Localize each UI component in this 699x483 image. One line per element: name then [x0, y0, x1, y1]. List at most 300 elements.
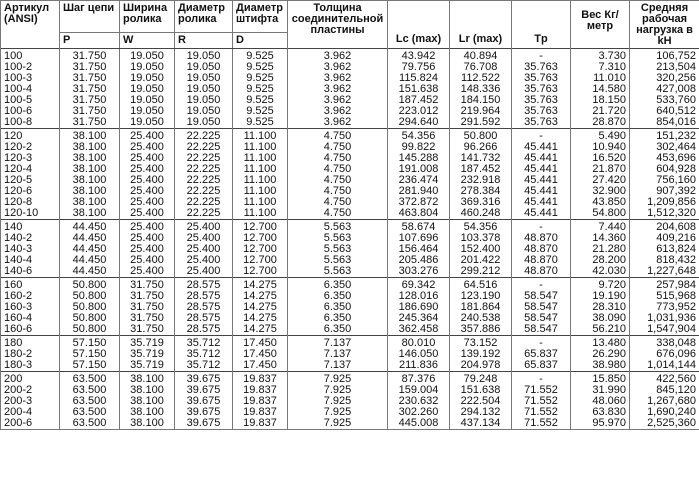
- cell-pin-diameter: 11.100: [233, 186, 288, 197]
- cell-article: 160-4: [1, 313, 60, 324]
- cell-roller-width: 25.400: [120, 220, 175, 234]
- cell-plate-thickness: 6.350: [288, 302, 388, 313]
- cell-load: 604,928: [630, 164, 699, 175]
- cell-lc: 99.822: [388, 142, 450, 153]
- cell-plate-thickness: 4.750: [288, 175, 388, 186]
- cell-lc: 146.050: [388, 349, 450, 360]
- table-row: [1, 84, 699, 95]
- cell-load: 106,752: [630, 49, 699, 63]
- table-row: [1, 349, 699, 360]
- cell-lr: 187.452: [450, 164, 512, 175]
- cell-weight: 19.190: [571, 291, 630, 302]
- cell-load: 320,256: [630, 73, 699, 84]
- table-row: [1, 372, 699, 386]
- table-header: [1, 1, 699, 49]
- cell-lr: 437.134: [450, 418, 512, 430]
- table-row: [1, 164, 699, 175]
- cell-weight: 27.420: [571, 175, 630, 186]
- cell-lr: 64.516: [450, 278, 512, 292]
- cell-roller-diameter: 25.400: [175, 220, 233, 234]
- header-symbol-p: P: [60, 33, 120, 49]
- cell-pin-diameter: 14.275: [233, 302, 288, 313]
- cell-pitch: 63.500: [60, 418, 120, 430]
- cell-roller-width: 38.100: [120, 385, 175, 396]
- cell-load: 338,048: [630, 336, 699, 350]
- cell-pitch: 63.500: [60, 396, 120, 407]
- cell-weight: 54.800: [571, 208, 630, 220]
- cell-article: 100-6: [1, 106, 60, 117]
- cell-lc: 463.804: [388, 208, 450, 220]
- cell-lr: 219.964: [450, 106, 512, 117]
- table-row: [1, 244, 699, 255]
- cell-pitch: 38.100: [60, 129, 120, 143]
- cell-lc: 80.010: [388, 336, 450, 350]
- cell-lr: 181.864: [450, 302, 512, 313]
- table-row: [1, 302, 699, 313]
- cell-load: 409,216: [630, 233, 699, 244]
- cell-article: 140-6: [1, 266, 60, 278]
- cell-lc: 191.008: [388, 164, 450, 175]
- table-row: [1, 313, 699, 324]
- cell-article: 140: [1, 220, 60, 234]
- cell-lc: 58.674: [388, 220, 450, 234]
- cell-lr: 103.378: [450, 233, 512, 244]
- cell-weight: 21.720: [571, 106, 630, 117]
- table-row: [1, 49, 699, 63]
- cell-plate-thickness: 7.137: [288, 349, 388, 360]
- cell-roller-diameter: 25.400: [175, 266, 233, 278]
- cell-lc: 294.640: [388, 117, 450, 129]
- cell-lr: 76.708: [450, 62, 512, 73]
- cell-plate-thickness: 4.750: [288, 186, 388, 197]
- cell-lc: 151.638: [388, 84, 450, 95]
- cell-roller-width: 35.719: [120, 349, 175, 360]
- cell-plate-thickness: 7.925: [288, 372, 388, 386]
- cell-weight: 16.520: [571, 153, 630, 164]
- cell-load: 427,008: [630, 84, 699, 95]
- cell-roller-width: 25.400: [120, 208, 175, 220]
- cell-tp: 48.870: [512, 233, 571, 244]
- cell-roller-diameter: 19.050: [175, 73, 233, 84]
- cell-load: 1,547,904: [630, 324, 699, 336]
- cell-load: 613,824: [630, 244, 699, 255]
- cell-tp: 58.547: [512, 302, 571, 313]
- cell-pin-diameter: 9.525: [233, 84, 288, 95]
- header-symbol-r: R: [175, 33, 233, 49]
- cell-tp: 45.441: [512, 197, 571, 208]
- cell-pitch: 38.100: [60, 142, 120, 153]
- row-group: [1, 129, 699, 220]
- cell-tp: 71.552: [512, 418, 571, 430]
- cell-lr: 152.400: [450, 244, 512, 255]
- cell-pitch: 44.450: [60, 255, 120, 266]
- cell-load: 151,232: [630, 129, 699, 143]
- cell-lc: 69.342: [388, 278, 450, 292]
- cell-load: 676,096: [630, 349, 699, 360]
- table-row: [1, 129, 699, 143]
- cell-article: 200-3: [1, 396, 60, 407]
- cell-weight: 15.850: [571, 372, 630, 386]
- cell-roller-diameter: 25.400: [175, 233, 233, 244]
- table-row: [1, 62, 699, 73]
- row-group: [1, 278, 699, 336]
- cell-article: 140-4: [1, 255, 60, 266]
- cell-article: 100-4: [1, 84, 60, 95]
- cell-plate-thickness: 6.350: [288, 291, 388, 302]
- cell-plate-thickness: 6.350: [288, 313, 388, 324]
- cell-pin-diameter: 14.275: [233, 313, 288, 324]
- cell-lr: 73.152: [450, 336, 512, 350]
- cell-roller-width: 25.400: [120, 255, 175, 266]
- cell-roller-diameter: 28.575: [175, 313, 233, 324]
- cell-pin-diameter: 9.525: [233, 62, 288, 73]
- header-lr: Lr (max): [450, 1, 512, 49]
- cell-pin-diameter: 9.525: [233, 95, 288, 106]
- cell-pitch: 38.100: [60, 208, 120, 220]
- table-row: [1, 175, 699, 186]
- cell-pin-diameter: 14.275: [233, 278, 288, 292]
- cell-plate-thickness: 7.925: [288, 418, 388, 430]
- row-group: [1, 220, 699, 278]
- cell-pitch: 38.100: [60, 164, 120, 175]
- table-row: [1, 291, 699, 302]
- cell-load: 1,014,144: [630, 360, 699, 372]
- cell-pitch: 50.800: [60, 278, 120, 292]
- cell-roller-diameter: 35.712: [175, 360, 233, 372]
- cell-tp: 35.763: [512, 95, 571, 106]
- cell-lc: 87.376: [388, 372, 450, 386]
- cell-load: 907,392: [630, 186, 699, 197]
- cell-article: 120-8: [1, 197, 60, 208]
- cell-tp: 48.870: [512, 244, 571, 255]
- cell-article: 120-6: [1, 186, 60, 197]
- cell-lc: 128.016: [388, 291, 450, 302]
- cell-pitch: 31.750: [60, 95, 120, 106]
- cell-lr: 204.978: [450, 360, 512, 372]
- cell-roller-width: 25.400: [120, 186, 175, 197]
- cell-pitch: 57.150: [60, 336, 120, 350]
- cell-plate-thickness: 4.750: [288, 153, 388, 164]
- cell-load: 1,512,320: [630, 208, 699, 220]
- cell-roller-diameter: 19.050: [175, 117, 233, 129]
- cell-plate-thickness: 3.962: [288, 73, 388, 84]
- cell-load: 2,525,360: [630, 418, 699, 430]
- table-row: [1, 396, 699, 407]
- cell-tp: 45.441: [512, 208, 571, 220]
- cell-pin-diameter: 17.450: [233, 336, 288, 350]
- cell-plate-thickness: 5.563: [288, 233, 388, 244]
- cell-weight: 18.150: [571, 95, 630, 106]
- cell-weight: 9.720: [571, 278, 630, 292]
- cell-roller-width: 25.400: [120, 129, 175, 143]
- cell-weight: 31.990: [571, 385, 630, 396]
- cell-pitch: 44.450: [60, 233, 120, 244]
- cell-load: 1,690,240: [630, 407, 699, 418]
- cell-roller-diameter: 39.675: [175, 385, 233, 396]
- cell-tp: -: [512, 372, 571, 386]
- cell-lr: 96.266: [450, 142, 512, 153]
- cell-roller-diameter: 35.712: [175, 336, 233, 350]
- row-group: [1, 49, 699, 129]
- cell-roller-diameter: 19.050: [175, 106, 233, 117]
- cell-plate-thickness: 5.563: [288, 266, 388, 278]
- cell-pin-diameter: 9.525: [233, 49, 288, 63]
- cell-roller-diameter: 19.050: [175, 49, 233, 63]
- cell-plate-thickness: 7.925: [288, 385, 388, 396]
- cell-tp: 45.441: [512, 153, 571, 164]
- cell-plate-thickness: 4.750: [288, 208, 388, 220]
- cell-pin-diameter: 17.450: [233, 349, 288, 360]
- cell-tp: 58.547: [512, 313, 571, 324]
- cell-tp: 71.552: [512, 407, 571, 418]
- cell-pitch: 50.800: [60, 313, 120, 324]
- cell-lr: 240.538: [450, 313, 512, 324]
- cell-tp: 45.441: [512, 186, 571, 197]
- cell-roller-width: 19.050: [120, 117, 175, 129]
- cell-load: 1,209,856: [630, 197, 699, 208]
- cell-tp: 65.837: [512, 360, 571, 372]
- cell-lc: 159.004: [388, 385, 450, 396]
- cell-weight: 7.440: [571, 220, 630, 234]
- cell-roller-width: 19.050: [120, 106, 175, 117]
- cell-pitch: 38.100: [60, 175, 120, 186]
- cell-lc: 372.872: [388, 197, 450, 208]
- table-row: [1, 336, 699, 350]
- header-pitch: Шаг цепи: [60, 1, 120, 33]
- cell-roller-width: 31.750: [120, 302, 175, 313]
- cell-article: 200-2: [1, 385, 60, 396]
- cell-roller-diameter: 22.225: [175, 142, 233, 153]
- cell-lr: 294.132: [450, 407, 512, 418]
- cell-roller-diameter: 25.400: [175, 255, 233, 266]
- row-group: [1, 372, 699, 430]
- cell-article: 180-2: [1, 349, 60, 360]
- cell-lc: 187.452: [388, 95, 450, 106]
- cell-article: 120-5: [1, 175, 60, 186]
- cell-pin-diameter: 9.525: [233, 106, 288, 117]
- cell-plate-thickness: 4.750: [288, 129, 388, 143]
- cell-lc: 107.696: [388, 233, 450, 244]
- header-row-titles: [1, 1, 699, 33]
- cell-pin-diameter: 19.837: [233, 385, 288, 396]
- cell-tp: 58.547: [512, 324, 571, 336]
- cell-plate-thickness: 6.350: [288, 278, 388, 292]
- cell-pin-diameter: 9.525: [233, 117, 288, 129]
- cell-plate-thickness: 3.962: [288, 49, 388, 63]
- cell-tp: 48.870: [512, 266, 571, 278]
- cell-pin-diameter: 11.100: [233, 142, 288, 153]
- cell-roller-diameter: 19.050: [175, 95, 233, 106]
- cell-pin-diameter: 12.700: [233, 266, 288, 278]
- cell-roller-width: 25.400: [120, 244, 175, 255]
- cell-weight: 14.360: [571, 233, 630, 244]
- header-load: Средняя рабочая нагрузка в kH: [630, 1, 699, 49]
- cell-load: 213,504: [630, 62, 699, 73]
- header-lc: Lc (max): [388, 1, 450, 49]
- cell-load: 453,696: [630, 153, 699, 164]
- cell-load: 204,608: [630, 220, 699, 234]
- cell-roller-width: 38.100: [120, 407, 175, 418]
- cell-pin-diameter: 19.837: [233, 418, 288, 430]
- cell-weight: 5.490: [571, 129, 630, 143]
- cell-weight: 43.850: [571, 197, 630, 208]
- cell-lr: 79.248: [450, 372, 512, 386]
- cell-weight: 32.900: [571, 186, 630, 197]
- cell-roller-width: 38.100: [120, 372, 175, 386]
- cell-pin-diameter: 19.837: [233, 407, 288, 418]
- cell-pitch: 38.100: [60, 186, 120, 197]
- cell-weight: 21.280: [571, 244, 630, 255]
- table-row: [1, 153, 699, 164]
- cell-roller-width: 25.400: [120, 142, 175, 153]
- cell-lr: 139.192: [450, 349, 512, 360]
- cell-plate-thickness: 7.137: [288, 336, 388, 350]
- cell-lc: 211.836: [388, 360, 450, 372]
- table-row: [1, 220, 699, 234]
- header-tp: Tp: [512, 1, 571, 49]
- cell-roller-width: 25.400: [120, 164, 175, 175]
- cell-lc: 245.364: [388, 313, 450, 324]
- table-row: [1, 385, 699, 396]
- cell-lc: 156.464: [388, 244, 450, 255]
- cell-plate-thickness: 3.962: [288, 62, 388, 73]
- cell-pitch: 63.500: [60, 407, 120, 418]
- cell-weight: 48.060: [571, 396, 630, 407]
- cell-tp: 35.763: [512, 62, 571, 73]
- cell-roller-diameter: 39.675: [175, 407, 233, 418]
- cell-pitch: 31.750: [60, 117, 120, 129]
- cell-pin-diameter: 12.700: [233, 233, 288, 244]
- table-row: [1, 197, 699, 208]
- cell-lc: 43.942: [388, 49, 450, 63]
- cell-tp: 35.763: [512, 106, 571, 117]
- cell-pin-diameter: 17.450: [233, 360, 288, 372]
- table-row: [1, 266, 699, 278]
- cell-pin-diameter: 9.525: [233, 73, 288, 84]
- cell-roller-diameter: 22.225: [175, 164, 233, 175]
- cell-article: 200: [1, 372, 60, 386]
- cell-lc: 115.824: [388, 73, 450, 84]
- cell-article: 100-8: [1, 117, 60, 129]
- cell-roller-width: 25.400: [120, 153, 175, 164]
- table-row: [1, 360, 699, 372]
- cell-tp: 48.870: [512, 255, 571, 266]
- cell-roller-width: 35.719: [120, 336, 175, 350]
- cell-load: 845,120: [630, 385, 699, 396]
- cell-tp: 71.552: [512, 396, 571, 407]
- cell-tp: 45.441: [512, 142, 571, 153]
- cell-tp: 35.763: [512, 117, 571, 129]
- cell-plate-thickness: 4.750: [288, 142, 388, 153]
- cell-pitch: 50.800: [60, 291, 120, 302]
- cell-roller-width: 38.100: [120, 418, 175, 430]
- cell-pin-diameter: 12.700: [233, 220, 288, 234]
- cell-tp: 35.763: [512, 84, 571, 95]
- header-plate-thickness: Толщина соединительной пластины: [288, 1, 388, 49]
- cell-weight: 28.200: [571, 255, 630, 266]
- cell-weight: 21.870: [571, 164, 630, 175]
- cell-weight: 28.310: [571, 302, 630, 313]
- cell-plate-thickness: 7.925: [288, 407, 388, 418]
- cell-weight: 14.580: [571, 84, 630, 95]
- cell-lr: 357.886: [450, 324, 512, 336]
- cell-load: 1,227,648: [630, 266, 699, 278]
- cell-article: 160: [1, 278, 60, 292]
- cell-pin-diameter: 11.100: [233, 153, 288, 164]
- cell-plate-thickness: 5.563: [288, 220, 388, 234]
- table-row: [1, 407, 699, 418]
- header-weight: Вес Кг/метр: [571, 1, 630, 49]
- cell-roller-width: 25.400: [120, 233, 175, 244]
- table-row: [1, 106, 699, 117]
- cell-roller-diameter: 22.225: [175, 175, 233, 186]
- cell-roller-width: 31.750: [120, 313, 175, 324]
- table-row: [1, 186, 699, 197]
- table-row: [1, 142, 699, 153]
- cell-article: 160-6: [1, 324, 60, 336]
- table-row: [1, 208, 699, 220]
- table-row: [1, 418, 699, 430]
- cell-roller-diameter: 22.225: [175, 208, 233, 220]
- header-symbol-d: D: [233, 33, 288, 49]
- cell-lc: 302.260: [388, 407, 450, 418]
- cell-pin-diameter: 11.100: [233, 164, 288, 175]
- cell-tp: 45.441: [512, 164, 571, 175]
- cell-article: 140-3: [1, 244, 60, 255]
- cell-lc: 54.356: [388, 129, 450, 143]
- cell-tp: 35.763: [512, 73, 571, 84]
- cell-tp: -: [512, 278, 571, 292]
- cell-load: 773,952: [630, 302, 699, 313]
- cell-plate-thickness: 3.962: [288, 84, 388, 95]
- row-group: [1, 336, 699, 372]
- cell-lc: 281.940: [388, 186, 450, 197]
- cell-lc: 362.458: [388, 324, 450, 336]
- cell-weight: 26.290: [571, 349, 630, 360]
- cell-lc: 223.012: [388, 106, 450, 117]
- cell-lr: 54.356: [450, 220, 512, 234]
- cell-pitch: 57.150: [60, 349, 120, 360]
- cell-roller-diameter: 22.225: [175, 197, 233, 208]
- header-symbol-w: W: [120, 33, 175, 49]
- cell-roller-diameter: 19.050: [175, 84, 233, 95]
- cell-load: 422,560: [630, 372, 699, 386]
- cell-roller-width: 31.750: [120, 291, 175, 302]
- cell-roller-diameter: 22.225: [175, 153, 233, 164]
- cell-pin-diameter: 12.700: [233, 255, 288, 266]
- cell-roller-diameter: 28.575: [175, 278, 233, 292]
- cell-pitch: 63.500: [60, 385, 120, 396]
- cell-article: 120: [1, 129, 60, 143]
- cell-article: 200-4: [1, 407, 60, 418]
- cell-lr: 40.894: [450, 49, 512, 63]
- cell-roller-width: 31.750: [120, 278, 175, 292]
- cell-weight: 28.870: [571, 117, 630, 129]
- cell-roller-width: 38.100: [120, 396, 175, 407]
- cell-pin-diameter: 12.700: [233, 244, 288, 255]
- cell-weight: 3.730: [571, 49, 630, 63]
- cell-roller-width: 35.719: [120, 360, 175, 372]
- cell-plate-thickness: 4.750: [288, 197, 388, 208]
- cell-pitch: 31.750: [60, 62, 120, 73]
- cell-weight: 10.940: [571, 142, 630, 153]
- cell-pin-diameter: 19.837: [233, 396, 288, 407]
- cell-roller-diameter: 28.575: [175, 291, 233, 302]
- cell-lr: 369.316: [450, 197, 512, 208]
- table-row: [1, 73, 699, 84]
- cell-lr: 112.522: [450, 73, 512, 84]
- cell-article: 160-2: [1, 291, 60, 302]
